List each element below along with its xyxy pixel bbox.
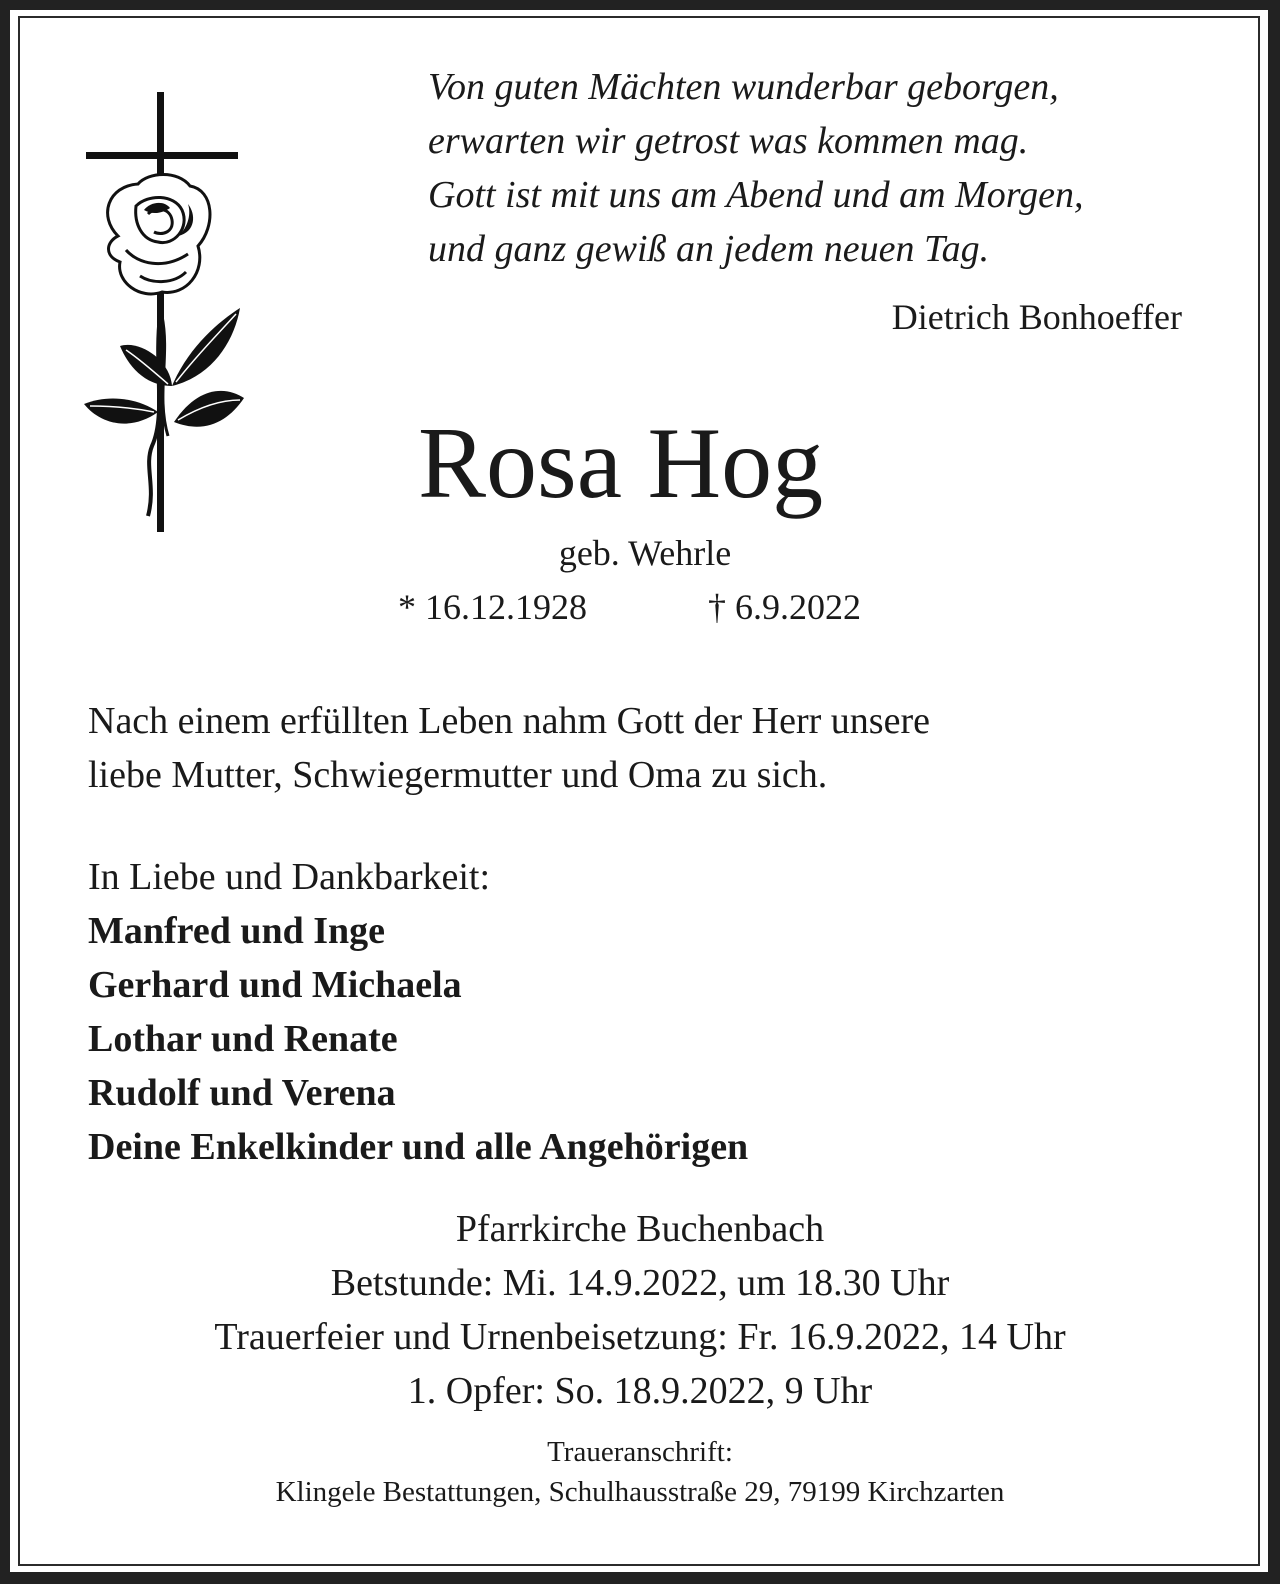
deceased-name: Rosa Hog xyxy=(418,407,824,520)
message-line: Nach einem erfüllten Leben nahm Gott der Herr unsere xyxy=(88,700,930,742)
death-date: † 6.9.2022 xyxy=(708,587,861,627)
family-member: Manfred und Inge xyxy=(88,910,386,952)
service-details xyxy=(0,1202,1280,1418)
family-member: Rudolf und Verena xyxy=(88,1072,396,1114)
family-member: Gerhard und Michaela xyxy=(88,964,462,1006)
poem-line: Gott ist mit uns am Abend und am Morgen, xyxy=(428,174,1084,216)
family-section xyxy=(88,850,1208,1174)
poem-line: erwarten wir getrost was kommen mag. xyxy=(428,120,1029,162)
birth-date: * 16.12.1928 xyxy=(398,587,587,627)
address-label: Traueranschrift: xyxy=(547,1436,733,1468)
mourning-address xyxy=(0,1432,1280,1512)
family-member: Lothar und Renate xyxy=(88,1018,398,1060)
poem-author: Dietrich Bonhoeffer xyxy=(891,297,1182,337)
prayer-hour: Betstunde: Mi. 14.9.2022, um 18.30 Uhr xyxy=(330,1262,950,1304)
poem-line: Von guten Mächten wunderbar geborgen, xyxy=(428,66,1059,108)
funeral-service: Trauerfeier und Urnenbeisetzung: Fr. 16.9.2022, 14 Uhr xyxy=(214,1316,1066,1358)
born-name: geb. Wehrle xyxy=(558,533,732,573)
offering-mass: 1. Opfer: So. 18.9.2022, 9 Uhr xyxy=(407,1370,873,1412)
message-line: liebe Mutter, Schwiegermutter und Oma zu sich. xyxy=(88,754,828,796)
address-line: Klingele Bestattungen, Schulhausstraße 29, 79199 Kirchzarten xyxy=(275,1476,1005,1508)
poem xyxy=(428,60,1228,276)
church-name: Pfarrkirche Buchenbach xyxy=(455,1208,825,1250)
family-member: Deine Enkelkinder und alle Angehörigen xyxy=(88,1126,749,1168)
family-list xyxy=(88,904,1208,1174)
family-intro: In Liebe und Dankbarkeit: xyxy=(88,856,491,898)
death-message xyxy=(88,694,1208,802)
cross-with-rose-icon xyxy=(78,86,248,546)
poem-line: und ganz gewiß an jedem neuen Tag. xyxy=(428,228,990,270)
